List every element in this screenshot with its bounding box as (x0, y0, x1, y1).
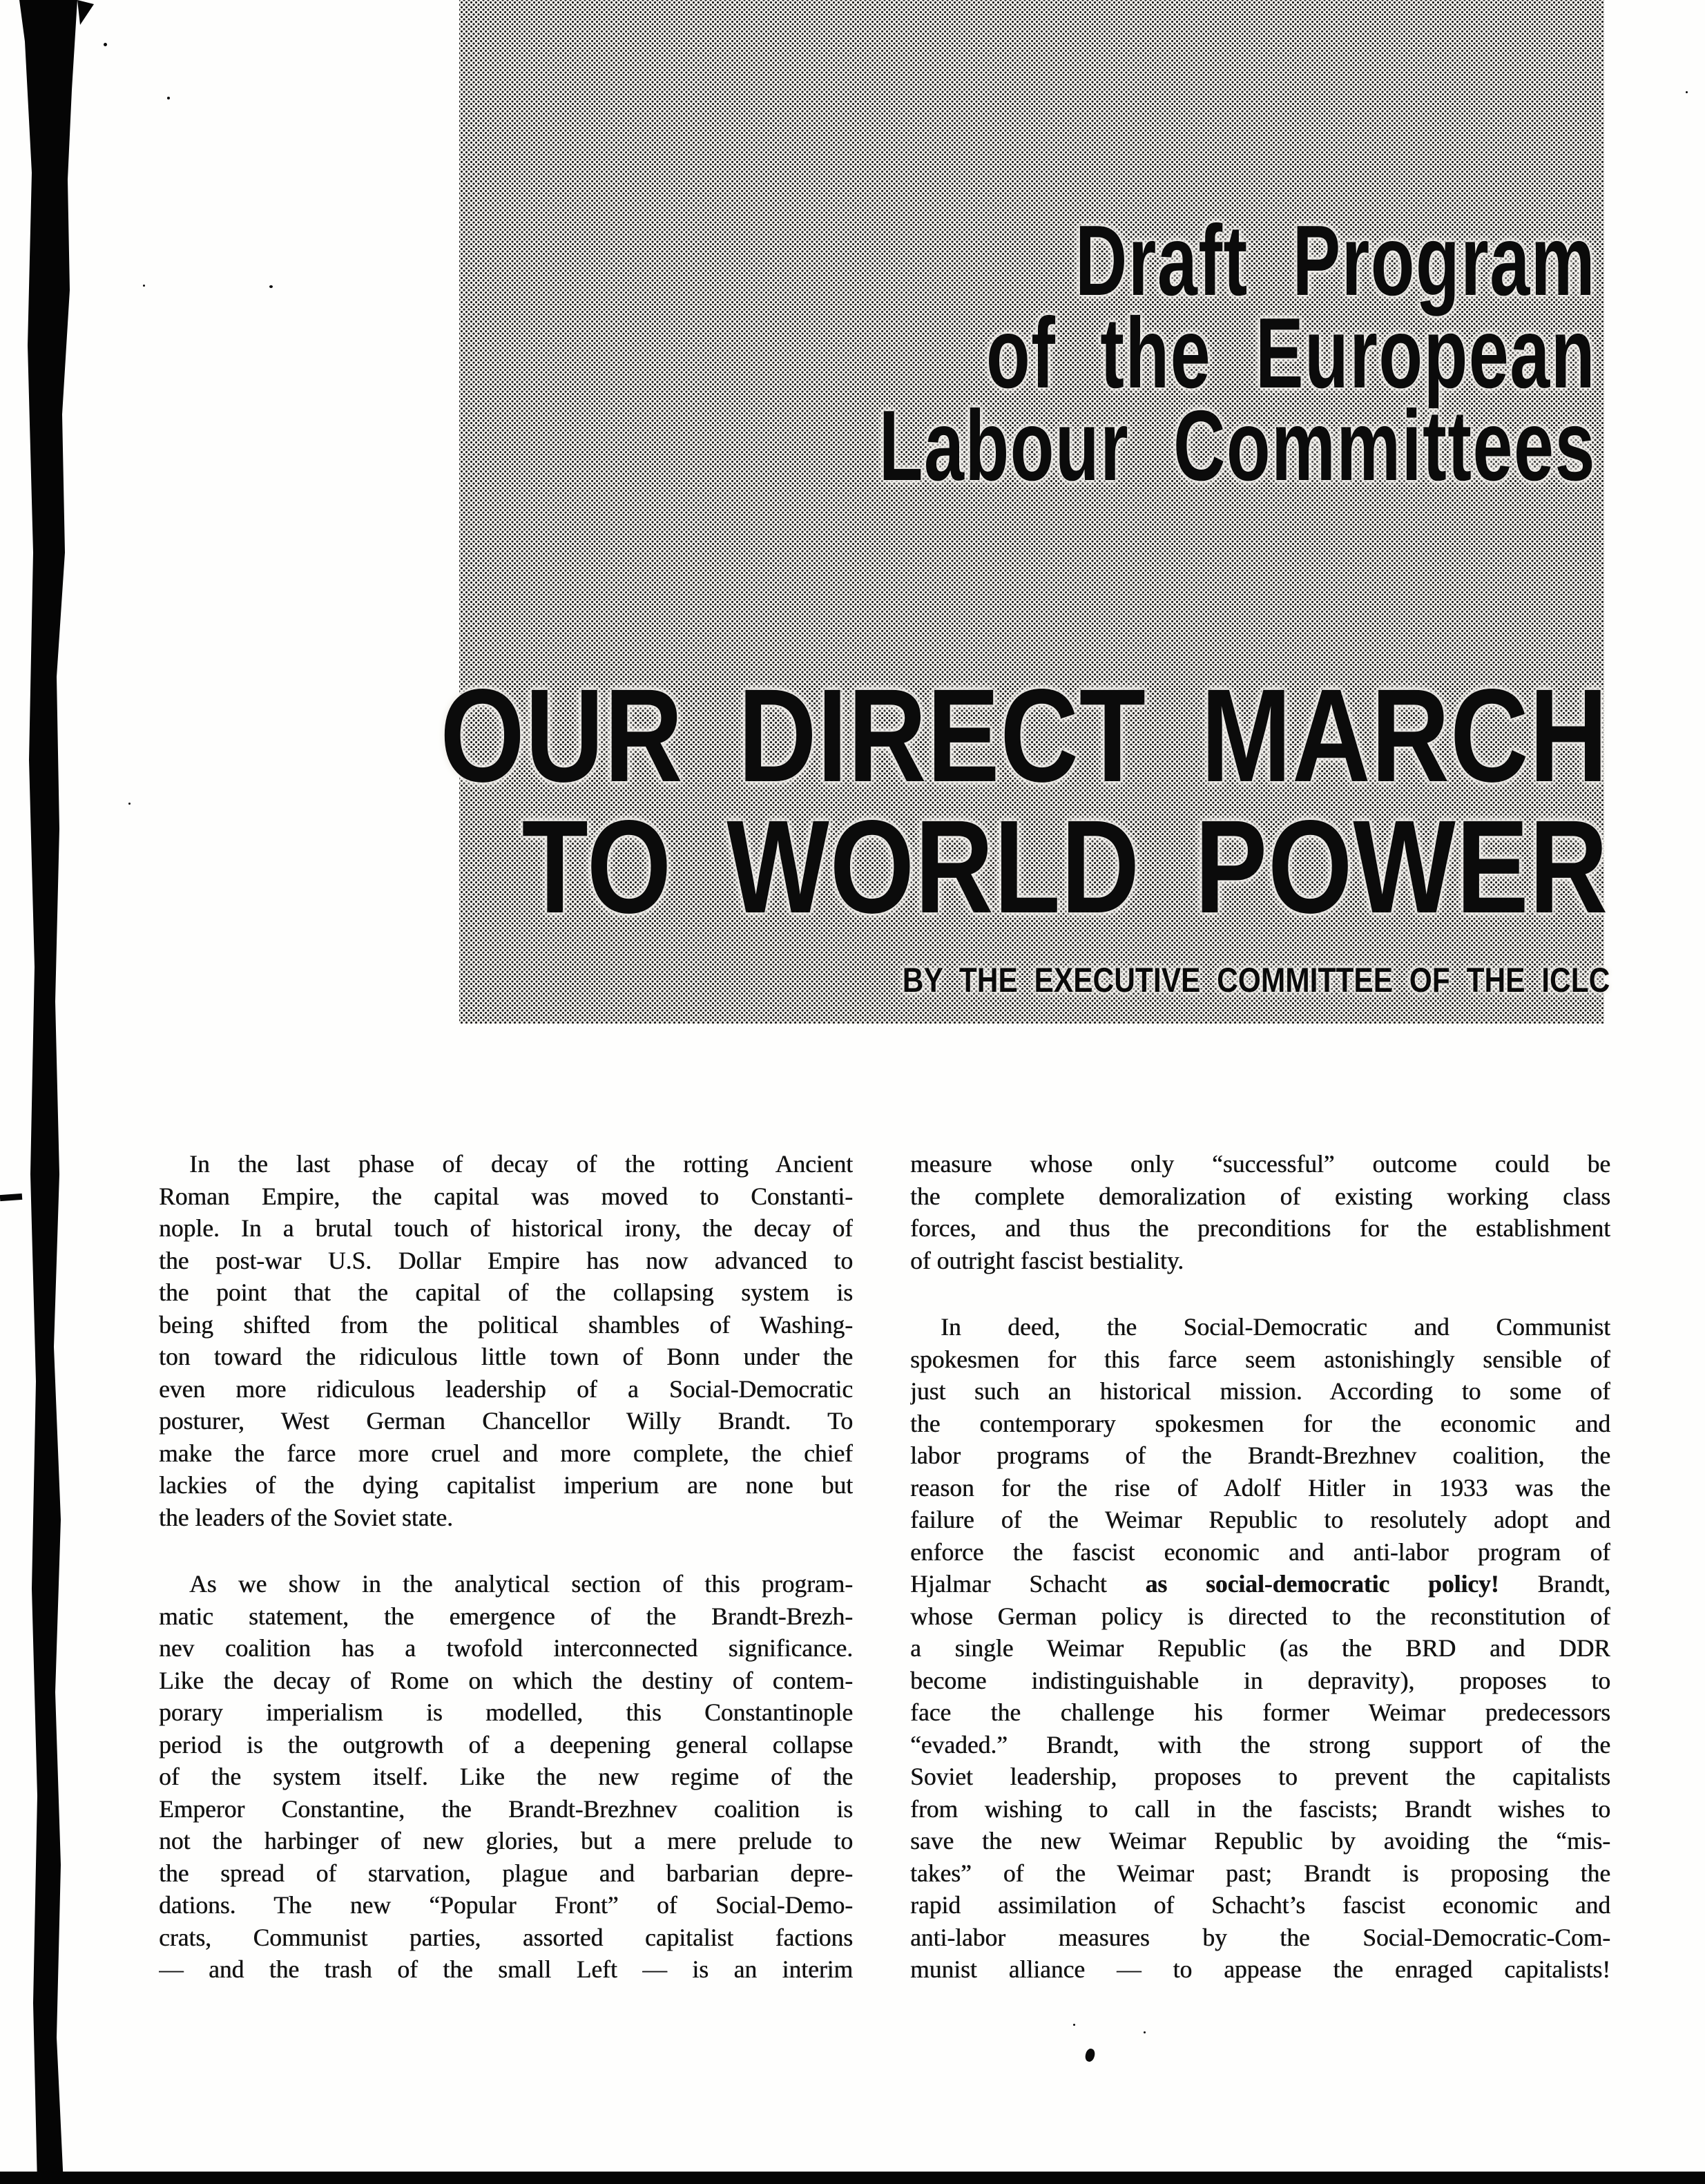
text-line: ton toward the ridiculous little town of Bonn under the (159, 1343, 853, 1370)
text-line: from wishing to call in the fascists; Brandt wishes to (910, 1794, 1610, 1823)
text-line: In deed, the Social-Democratic and Communist (941, 1313, 1610, 1341)
text-line: Hjalmar Schacht as social-democratic policy! Brandt, (910, 1570, 1610, 1598)
scan-bottom-bar (0, 2172, 1705, 2184)
text-line: the contemporary spokesmen for the economic and (910, 1409, 1610, 1437)
ink-speck (143, 285, 145, 287)
text-line: porary imperialism is modelled, this Constantinople (159, 1698, 853, 1726)
kicker-line: Labour Committees (878, 390, 1596, 501)
ink-blot (1084, 2048, 1096, 2063)
text-line: nople. In a brutal touch of historical irony, the decay of (159, 1214, 853, 1242)
text-line: Like the decay of Rome on which the destiny of contem- (159, 1666, 853, 1694)
ink-speck (128, 803, 131, 805)
ink-speck (167, 97, 170, 99)
text-line: anti-labor measures by the Social-Democratic-Com- (910, 1923, 1610, 1951)
ink-speck (1073, 2024, 1075, 2026)
text-line: of outright fascist bestiality. (910, 1246, 1184, 1274)
text-line: rapid assimilation of Schacht’s fascist economic and (910, 1891, 1610, 1919)
text-line: the point that the capital of the collapsing system is (159, 1278, 853, 1306)
text-line: the complete demoralization of existing working class (910, 1182, 1610, 1210)
paragraph (910, 1148, 1610, 1276)
text-line: dations. The new “Popular Front” of Social-Demo- (159, 1891, 853, 1919)
text-line: “evaded.” Brandt, with the strong support of the (910, 1730, 1610, 1759)
byline: BY THE EXECUTIVE COMMITTEE OF THE ICLC (902, 961, 1610, 999)
text-line: Soviet leadership, proposes to prevent the capitalists (910, 1763, 1610, 1790)
text-line: Roman Empire, the capital was moved to Constanti- (159, 1182, 853, 1210)
text-line: As we show in the analytical section of this program- (189, 1570, 853, 1598)
text-line: measure whose only “successful” outcome could be (910, 1150, 1610, 1178)
text-line: of the system itself. Like the new regime of the (159, 1763, 853, 1790)
text-line: nev coalition has a twofold interconnected significance. (159, 1634, 853, 1662)
text-line: munist alliance — to appease the enraged capitalists! (910, 1955, 1610, 1983)
text-line: reason for the rise of Adolf Hitler in 1933 was the (910, 1473, 1610, 1502)
text-line: Emperor Constantine, the Brandt-Brezhnev coalition is (159, 1794, 853, 1823)
ink-speck (1686, 91, 1688, 93)
text-line: enforce the fascist economic and anti-labor program of (910, 1538, 1610, 1566)
text-line: — and the trash of the small Left — is an interim (159, 1955, 853, 1983)
text-line: In the last phase of decay of the rotting Ancient (189, 1150, 853, 1178)
text-line: a single Weimar Republic (as the BRD and DDR (910, 1634, 1610, 1662)
text-line: become indistinguishable in depravity), proposes to (910, 1666, 1610, 1694)
kicker-heading (878, 204, 1596, 501)
text-line: make the farce more cruel and more complete, the chief (159, 1439, 853, 1467)
text-line: takes” of the Weimar past; Brandt is proposing the (910, 1859, 1610, 1887)
text-line: save the new Weimar Republic by avoiding the “mis- (910, 1827, 1610, 1855)
text-line: failure of the Weimar Republic to resolutely adopt and (910, 1506, 1610, 1533)
text-line: being shifted from the political shambles of Washing- (159, 1310, 853, 1339)
paragraph (159, 1568, 853, 1986)
ink-speck (104, 43, 107, 46)
text-line: labor programs of the Brandt-Brezhnev coalition, the (910, 1441, 1610, 1469)
kicker-line: of the European (985, 297, 1596, 409)
paragraph (159, 1148, 853, 1533)
article-column-right (910, 1148, 1610, 1986)
text-line: face the challenge his former Weimar predecessors (910, 1698, 1610, 1726)
text-line: the leaders of the Soviet state. (159, 1503, 453, 1531)
text-line: forces, and thus the preconditions for the establishment (910, 1214, 1610, 1242)
ink-speck (1144, 2031, 1146, 2033)
text-line: not the harbinger of new glories, but a mere prelude to (159, 1827, 853, 1855)
article-column-left (159, 1148, 853, 1986)
text-line: matic statement, the emergence of the Brandt-Brezh- (159, 1602, 853, 1630)
scan-edge-band (0, 0, 152, 2184)
main-title-line: TO WORLD POWER (521, 792, 1608, 941)
main-title (440, 661, 1608, 941)
text-line: the post-war U.S. Dollar Empire has now advanced to (159, 1246, 853, 1274)
text-line: just such an historical mission. According to some of (910, 1377, 1610, 1405)
text-line: spokesmen for this farce seem astonishingly sensible of (910, 1345, 1610, 1373)
text-line: lackies of the dying capitalist imperium are none but (159, 1471, 853, 1499)
ink-speck (269, 285, 273, 288)
text-line: the spread of starvation, plague and barbarian depre- (159, 1859, 853, 1887)
text-line: posturer, West German Chancellor Willy Brandt. To (159, 1407, 853, 1435)
text-line: even more ridiculous leadership of a Social-Democratic (159, 1374, 853, 1403)
text-line: whose German policy is directed to the reconstitution of (910, 1602, 1610, 1630)
text-line: crats, Communist parties, assorted capitalist factions (159, 1923, 853, 1951)
kicker-line: Draft Program (1075, 204, 1596, 316)
main-title-line: OUR DIRECT MARCH (440, 661, 1608, 810)
paragraph (910, 1311, 1610, 1986)
text-line: period is the outgrowth of a deepening general collapse (159, 1730, 853, 1759)
